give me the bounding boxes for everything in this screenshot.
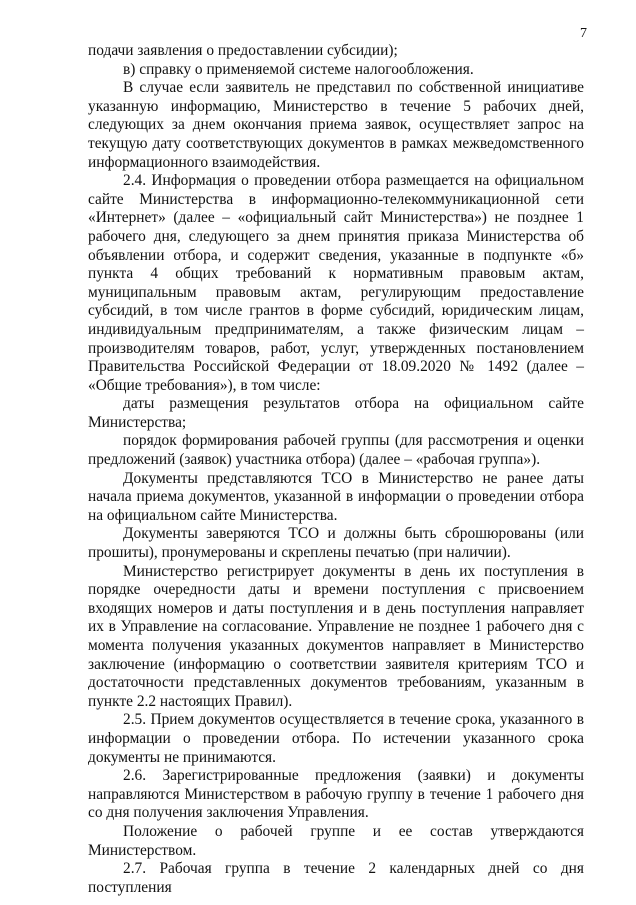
- paragraph: В случае если заявитель не представил по собственной инициативе указанную информацию, Министерство в течение 5 рабочих дней, следующих за днем окончания приема заявок, осуществляет запрос на текущую дату соответствующих документов в рамках межведомственного информационного взаимодействия.: [88, 79, 584, 171]
- paragraph: 2.5. Прием документов осуществляется в течение срока, указанного в информации о проведении отбора. По истечении указанного срока документы не принимаются.: [88, 711, 584, 766]
- paragraph: даты размещения результатов отбора на официальном сайте Министерства;: [88, 395, 584, 431]
- page-number: 7: [580, 26, 587, 41]
- paragraph: Министерство регистрирует документы в день их поступления в порядке очередности даты и времени поступления с присвоением входящих номеров и даты поступления и в день поступления направляет их в Управление на согласование. Управление не позднее 1 рабочего дня с момента получения указанных документов направляет в Министерство заключение (информацию о соответствии заявителя критериям ТСО и достаточности представленных документов требованиям, указанным в пункте 2.2 настоящих Правил).: [88, 562, 584, 710]
- paragraph: в) справку о применяемой системе налогообложения.: [123, 60, 474, 78]
- document-body: [88, 42, 584, 897]
- paragraph: Документы представляются ТСО в Министерство не ранее даты начала приема документов, указанной в информации о проведении отбора на официальном сайте Министерства.: [88, 469, 584, 524]
- paragraph: подачи заявления о предоставлении субсидии);: [88, 42, 398, 59]
- paragraph: Положение о рабочей группе и ее состав утверждаются Министерством.: [88, 822, 584, 859]
- paragraph: 2.4. Информация о проведении отбора размещается на официальном сайте Министерства в информационно-телекоммуникационной сети «Интернет» (далее – «официальный сайт Министерства») не позднее 1 рабочего дня, следующего за днем принятия приказа Министерства об объявлении отбора, и содержит сведения, указанные в подпункте «б» пункта 4 общих требований к нормативным правовым актам, муниципальным правовым актам, регулирующим предоставление субсидий, в том числе грантов в форме субсидий, юридическим лицам, индивидуальным предпринимателям, а также физическим лицам – производителям товаров, работ, услуг, утвержденных постановлением Правительства Российской Федерации от 18.09.2020 № 1492 (далее – «Общие требования»), в том числе:: [88, 172, 584, 394]
- paragraph: 2.6. Зарегистрированные предложения (заявки) и документы направляются Министерством в рабочую группу в течение 1 рабочего дня со дня получения заключения Управления.: [88, 767, 584, 822]
- paragraph: Документы заверяются ТСО и должны быть сброшюрованы (или прошиты), пронумерованы и скреплены печатью (при наличии).: [88, 525, 584, 562]
- paragraph: 2.7. Рабочая группа в течение 2 календарных дней со дня поступления: [88, 860, 584, 896]
- paragraph: порядок формирования рабочей группы (для рассмотрения и оценки предложений (заявок) участника отбора) (далее – «рабочая группа»).: [88, 432, 584, 469]
